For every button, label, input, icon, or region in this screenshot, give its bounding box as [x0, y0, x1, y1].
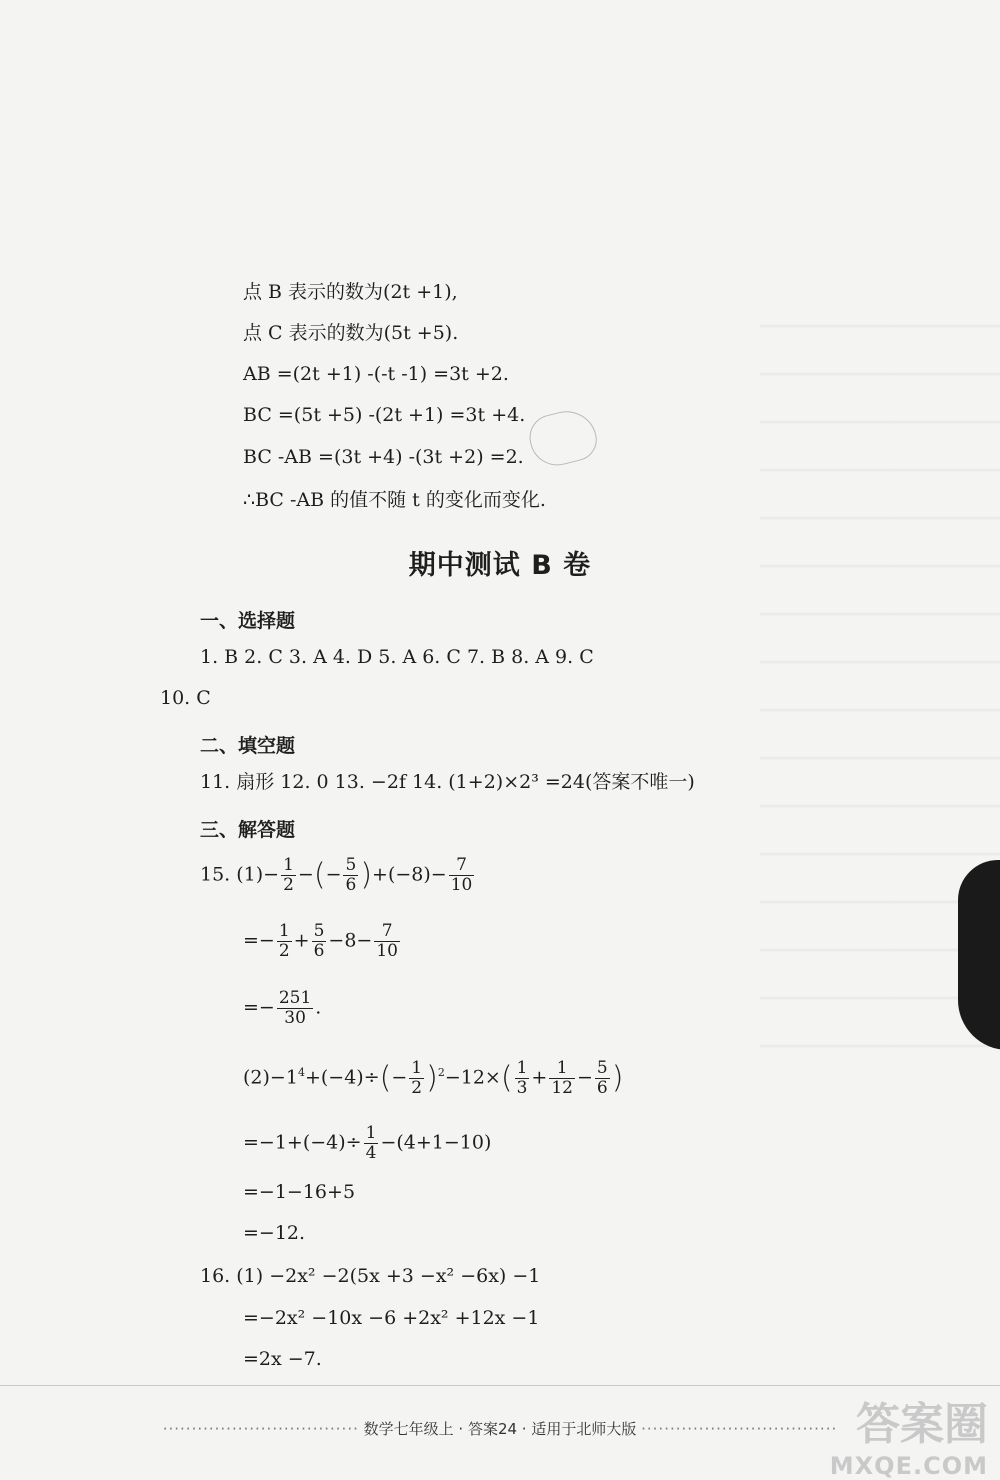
solution-line-3: AB =(2t +1) -(-t -1) =3t +2.	[243, 363, 509, 385]
solution-line-4: BC =(5t +5) -(2t +1) =3t +4.	[243, 404, 526, 426]
q15-part1-line1: 15. (1)− $\frac{1}{2}$ −(− $\frac{5}{6}$ )+(−8)− $\frac{7}{10}$	[200, 855, 473, 895]
solution-line-6: ∴BC -AB 的值不随 t 的变化而变化.	[243, 489, 546, 511]
solution-line-1: 点 B 表示的数为(2t +1),	[243, 281, 458, 303]
fraction: $\frac{5}{6}$	[596, 1058, 608, 1098]
solution-line-2: 点 C 表示的数为(5t +5).	[243, 322, 459, 344]
q15-part2-line3: =−1−16+5	[243, 1181, 356, 1203]
watermark-logo: 答案圈	[856, 1399, 988, 1450]
section-heading-solve: 三、解答题	[200, 819, 296, 841]
fraction: $\frac{251}{30}$	[278, 988, 312, 1028]
fraction: $\frac{1}{12}$	[551, 1058, 573, 1098]
footer-text: 数学七年级上 · 答案24 · 适用于北师大版	[363, 1420, 637, 1438]
stamp-mark	[525, 405, 602, 471]
q15-part1-line2: =− $\frac{1}{2}$ + $\frac{5}{6}$ −8− $\frac{7}{10}$	[243, 921, 398, 961]
fraction: $\frac{1}{4}$	[365, 1123, 377, 1163]
fraction: $\frac{7}{10}$	[450, 855, 473, 895]
scan-edge-shadow	[958, 860, 1000, 1050]
page-footer: ·································· 数学七年级上 · 答案24 · 适用于北师大版 ··································	[162, 1420, 838, 1438]
q16-line3: =2x −7.	[243, 1348, 322, 1370]
fraction: $\frac{1}{2}$	[283, 855, 294, 895]
fraction: $\frac{5}{6}$	[313, 921, 325, 961]
solution-line-5: BC -AB =(3t +4) -(3t +2) =2.	[243, 446, 524, 468]
choice-answers-row-1: 1. B 2. C 3. A 4. D 5. A 6. C 7. B 8. A 9. C	[200, 646, 594, 668]
q16-line1: 16. (1) −2x² −2(5x +3 −x² −6x) −1	[200, 1265, 541, 1287]
fraction: $\frac{1}{2}$	[278, 921, 290, 961]
q15-label: 15. (1)	[200, 863, 264, 886]
section-heading-choice: 一、选择题	[200, 610, 296, 632]
fill-answers: 11. 扇形 12. 0 13. −2f 14. (1+2)×2³ =24(答案不唯一)	[200, 771, 695, 793]
watermark-url: MXQE.COM	[829, 1452, 988, 1480]
q15-part2-line4: =−12.	[243, 1222, 306, 1244]
section-heading-fill: 二、填空题	[200, 735, 296, 757]
choice-answers-row-2: 10. C	[160, 687, 211, 709]
fraction: $\frac{1}{3}$	[516, 1058, 528, 1098]
q15-part2-line1: $(2)-1^4+(-4)\div(-$ $\frac{1}{2}$ )$^2$−12×( $\frac{1}{3}$ + $\frac{1}{12}$ − $\frac{5}{6}$ )	[243, 1058, 624, 1098]
page-title: 期中测试 B 卷	[408, 550, 592, 581]
q15-part1-line3: =− $\frac{251}{30}$ .	[243, 988, 322, 1028]
fraction: $\frac{7}{10}$	[376, 921, 398, 961]
q15-part2-line2: =−1+(−4)÷ $\frac{1}{4}$ −(4+1−10)	[243, 1123, 492, 1163]
fraction: $\frac{1}{2}$	[411, 1058, 423, 1098]
watermark	[830, 1388, 988, 1480]
q16-line2: =−2x² −10x −6 +2x² +12x −1	[243, 1307, 540, 1329]
footer-rule	[0, 1385, 1000, 1386]
fraction: $\frac{5}{6}$	[345, 855, 357, 895]
